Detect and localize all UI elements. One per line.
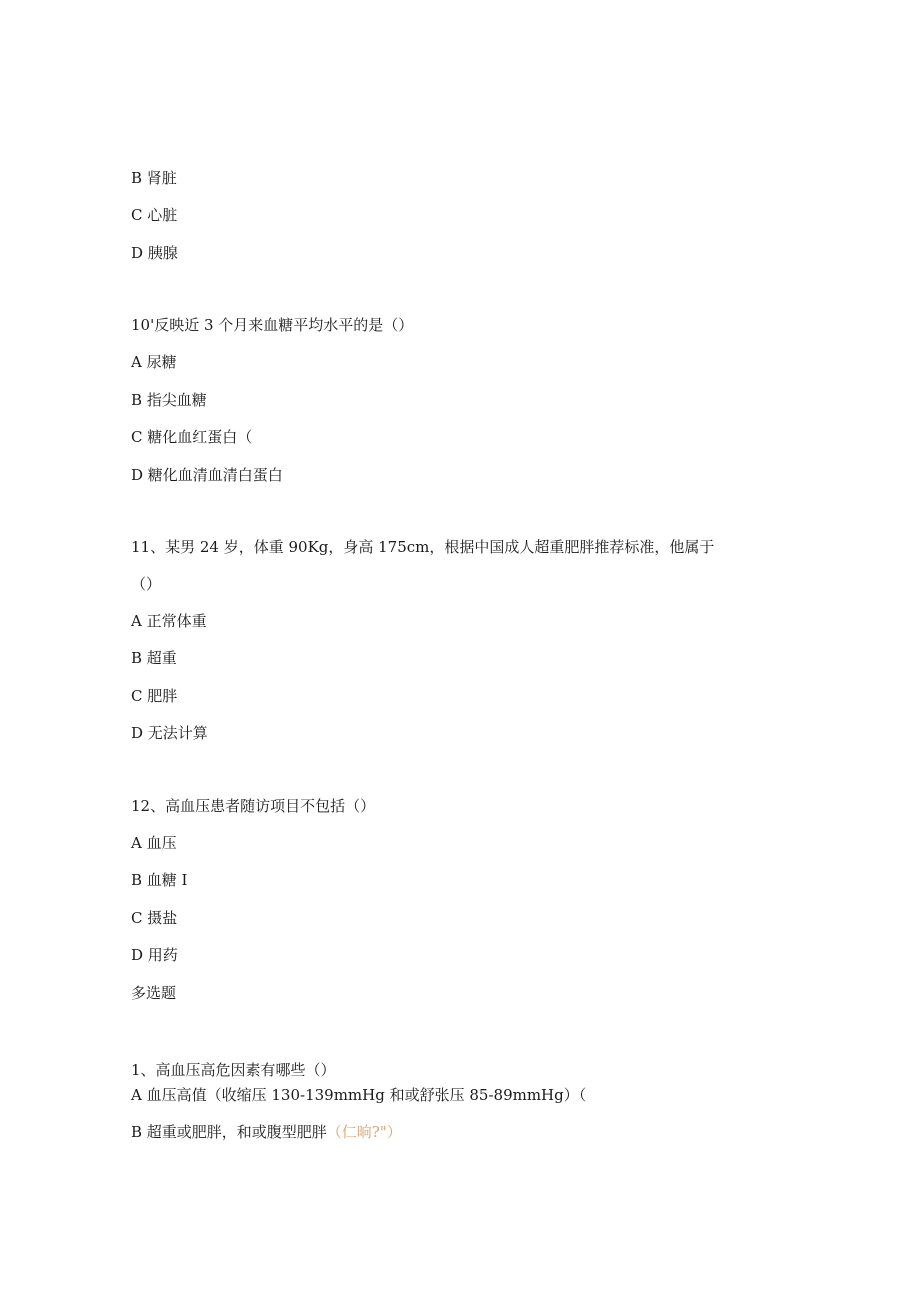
option-line: B 血糖 I	[131, 871, 188, 889]
option-line: C 糖化血红蛋白（	[131, 428, 253, 446]
option-line: C 肥胖	[131, 687, 178, 705]
option-line: A 尿糖	[131, 353, 177, 371]
option-line: D 胰腺	[131, 244, 178, 262]
question-line: 10'反映近 3 个月来血糖平均水平的是（）	[131, 316, 414, 334]
option-line: C 摄盐	[131, 909, 178, 927]
question-line: 11、某男 24 岁，体重 90Kg，身高 175cm，根据中国成人超重肥胖推荐标准，他属于	[131, 538, 715, 556]
option-line: C 心脏	[131, 206, 178, 224]
option-line: A 血压	[131, 834, 177, 852]
option-line: A 血压高值（收缩压 130-139mmHg 和或舒张压 85-89mmHg）（	[131, 1086, 587, 1104]
option-line: A 正常体重	[131, 612, 207, 630]
question-line-continued: （）	[131, 575, 162, 593]
annotation-note: （仁晌?"）	[326, 1123, 402, 1141]
option-line: D 无法计算	[131, 724, 208, 742]
question-line: 1、高血压高危因素有哪些（）	[131, 1061, 336, 1079]
option-line: B 指尖血糖	[131, 391, 207, 409]
option-line	[131, 1122, 402, 1142]
option-line: B 肾脏	[131, 169, 177, 187]
section-heading: 多选题	[131, 984, 177, 1002]
option-line: B 超重	[131, 649, 177, 667]
question-line: 12、高血压患者随访项目不包括（）	[131, 797, 376, 815]
option-line: D 用药	[131, 946, 178, 964]
option-line: D 糖化血清血清白蛋白	[131, 466, 283, 484]
option-text: B 超重或肥胖，和或腹型肥胖	[131, 1123, 327, 1141]
